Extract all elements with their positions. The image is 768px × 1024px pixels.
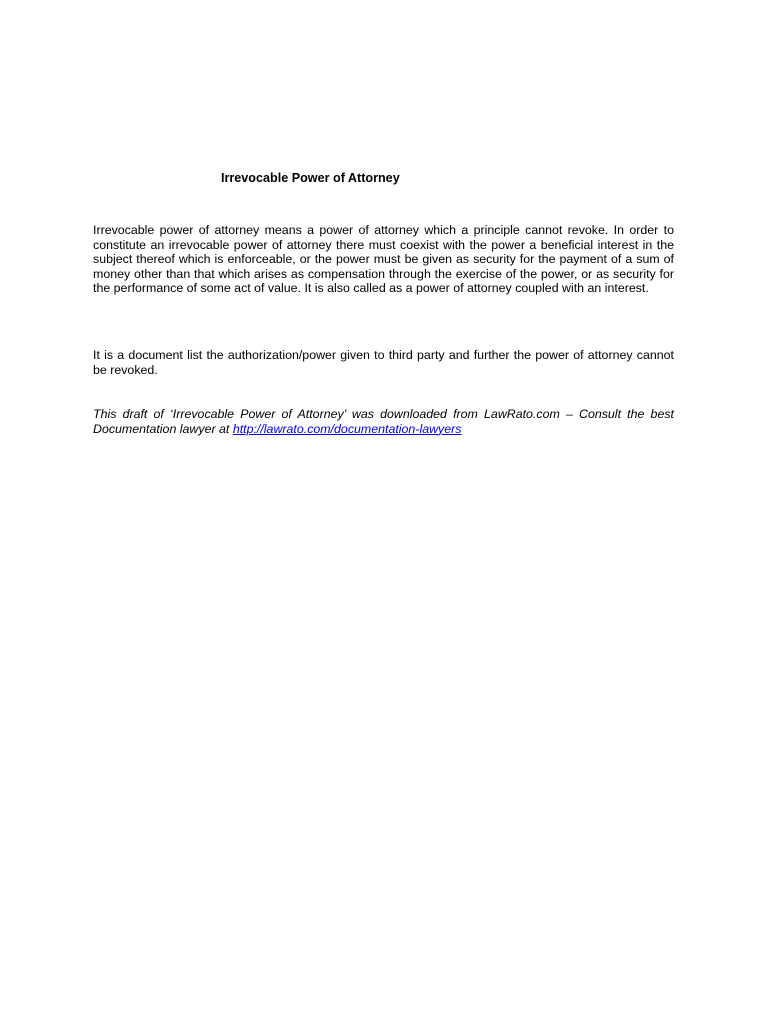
download-note-doc-name: ‘Irrevocable Power of Attorney’ bbox=[170, 407, 346, 421]
paragraph-definition: Irrevocable power of attorney means a power of attorney which a principle cannot revoke. In order to constitute an irrevocable power of attorney there must coexist with the power a beneficial interest in the subject thereof which is enforceable, or the power must be given as security for the payment of a sum of money other than that which arises as compensation through the exercise of the power, or as security for the performance of some act of value. It is also called as a power of attorney coupled with an interest. bbox=[93, 223, 674, 295]
download-note-middle: was downloaded from LawRato.com – Consult the best Documentation lawyer at bbox=[93, 407, 674, 436]
paragraph-description: It is a document list the authorization/power given to third party and further the power of attorney cannot be revoked. bbox=[93, 348, 674, 377]
lawyer-link[interactable]: http://lawrato.com/documentation-lawyers bbox=[232, 421, 462, 436]
download-note bbox=[93, 407, 674, 436]
download-note-prefix: This draft of bbox=[93, 407, 171, 421]
document-title: Irrevocable Power of Attorney bbox=[221, 171, 400, 185]
